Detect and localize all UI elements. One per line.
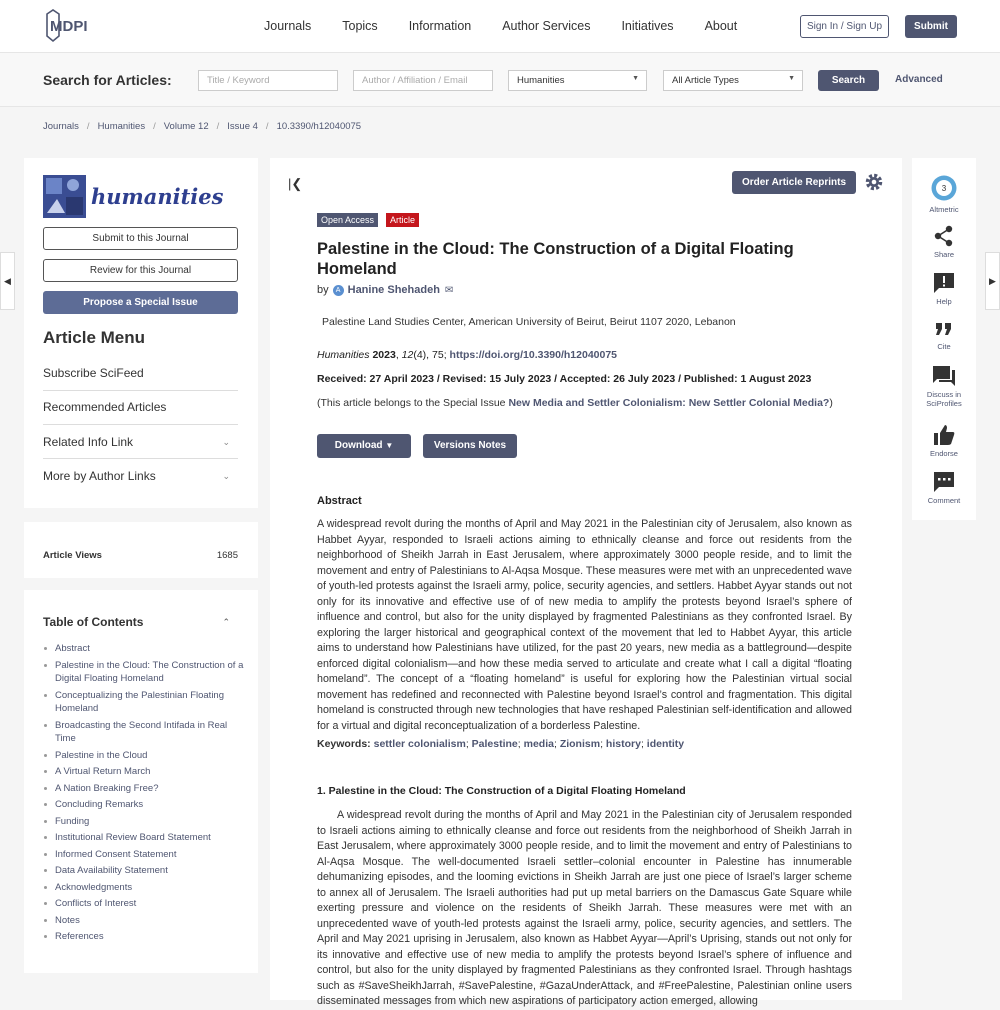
by-label: by: [317, 284, 329, 296]
cite-volume: 12: [401, 349, 414, 361]
quote-icon: [934, 321, 954, 339]
download-label: Download: [334, 440, 383, 451]
versions-notes-button[interactable]: Versions Notes: [423, 434, 517, 458]
review-for-journal-button[interactable]: Review for this Journal: [43, 259, 238, 282]
discuss-sciprofiles-button[interactable]: [912, 365, 976, 408]
toc-item[interactable]: References: [43, 930, 248, 944]
keyword-link[interactable]: Palestine: [471, 738, 518, 750]
toc-item[interactable]: Palestine in the Cloud: [43, 749, 248, 763]
toc-item[interactable]: Informed Consent Statement: [43, 848, 248, 862]
keyword-link[interactable]: settler colonialism: [373, 738, 466, 750]
chevron-down-icon: ⌄: [222, 437, 230, 447]
article-type-badge: Article: [386, 213, 419, 227]
discuss-icon: [932, 365, 956, 387]
humanities-logo-image: [43, 175, 86, 218]
toc-item[interactable]: Data Availability Statement: [43, 864, 248, 878]
article-type-select-value: All Article Types: [672, 75, 739, 86]
toc-item[interactable]: Acknowledgments: [43, 881, 248, 895]
article-views-label: Article Views: [43, 550, 102, 561]
toc-item[interactable]: Broadcasting the Second Intifada in Real Time: [43, 719, 248, 746]
menu-item-label: Related Info Link: [43, 435, 134, 449]
toc-item[interactable]: Concluding Remarks: [43, 798, 248, 812]
download-button[interactable]: [317, 434, 411, 458]
journal-select[interactable]: [508, 70, 647, 91]
toc-item[interactable]: Abstract: [43, 642, 248, 656]
doi-link[interactable]: https://doi.org/10.3390/h12040075: [449, 349, 618, 361]
submit-button[interactable]: Submit: [905, 15, 957, 38]
search-button[interactable]: Search: [818, 70, 879, 91]
keyword-link[interactable]: identity: [646, 738, 685, 750]
left-panel-toggle-icon[interactable]: ◀: [0, 252, 15, 310]
menu-recommended-articles[interactable]: [43, 400, 238, 414]
menu-related-info-link[interactable]: [43, 435, 238, 449]
divider: [43, 390, 238, 391]
author-profile-icon[interactable]: A: [333, 285, 344, 296]
special-issue-note: [317, 396, 837, 411]
cite-journal: Humanities: [317, 349, 370, 361]
journal-select-value: Humanities: [517, 75, 565, 86]
keywords-line: Keywords: settler colonialism; Palestine; media; Zionism; history; identity: [317, 738, 685, 750]
special-issue-suffix: ): [829, 397, 833, 409]
search-label: Search for Articles:: [43, 72, 172, 88]
nav-about[interactable]: About: [704, 19, 738, 33]
journal-sidebar-card: [24, 158, 258, 508]
top-navigation-bar: [0, 0, 1000, 53]
propose-special-issue-button[interactable]: Propose a Special Issue: [43, 291, 238, 314]
toc-item[interactable]: Institutional Review Board Statement: [43, 831, 248, 845]
gear-icon[interactable]: [864, 172, 884, 192]
toc-title: Table of Contents: [43, 615, 144, 629]
article-views-count: 1685: [216, 550, 238, 561]
toc-item[interactable]: A Nation Breaking Free?: [43, 782, 248, 796]
advanced-search-link[interactable]: Advanced: [895, 74, 943, 85]
breadcrumb: Journals / Humanities / Volume 12 / Issue 4 / 10.3390/h12040075: [43, 121, 362, 132]
author-line: [317, 284, 453, 296]
breadcrumb-journals[interactable]: Journals: [43, 121, 79, 132]
breadcrumb-humanities[interactable]: Humanities: [97, 121, 146, 132]
endorse-label: Endorse: [930, 449, 958, 458]
toc-list: [43, 642, 248, 947]
nav-initiatives[interactable]: Initiatives: [621, 19, 674, 33]
publication-dates: Received: 27 April 2023 / Revised: 15 July 2023 / Accepted: 26 July 2023 / Published: 1 August 2023: [317, 373, 812, 385]
main-nav: [264, 19, 768, 33]
thumbs-up-icon: [933, 424, 955, 446]
article-title: Palestine in the Cloud: The Construction of a Digital Floating Homeland: [317, 240, 794, 278]
help-label: Help: [936, 297, 952, 306]
author-affiliation-input[interactable]: Author / Affiliation / Email: [353, 70, 493, 91]
menu-item-label: More by Author Links: [43, 469, 156, 483]
nav-information[interactable]: Information: [408, 19, 472, 33]
article-search-bar: [0, 53, 1000, 107]
dropdown-arrow-icon: ▼: [632, 75, 639, 82]
altmetric-widget[interactable]: [912, 174, 976, 214]
help-icon: [933, 272, 955, 294]
table-of-contents-card: [24, 590, 258, 973]
altmetric-icon: [930, 174, 958, 202]
dropdown-arrow-icon: ▼: [788, 75, 795, 82]
submit-to-journal-button[interactable]: Submit to this Journal: [43, 227, 238, 250]
section-1-text: A widespread revolt during the months of April and May 2021 in the Palestinian city of Jerusalem responded to Israeli actions aiming to ethnically cleanse and force out residents from the neighborhood of Sheikh Jarrah in East Jerusalem, where approximately 3000 people reside, and to limit the movement and entry of Palestinians to Al-Aqsa Mosque. The well-documented Israeli settler–colonial encounter in Palestine has innumerable dehumanizing episodes, and the looming evictions in Sheikh Jarrah are just one piece of Israel’s larger scheme to annex all of Jerusalem. The Israeli authorities had put up metal barriers on the Damascus Gate Square while exerting pressure and violence on the residents of Sheikh Jarrah. These measures were met with an unprecedented wave of youth-led protests against the Israeli army, police, security agencies, and settlers. The April and May 2021 uprising in Jerusalem, also known as Habbet Ayyar—April’s Uprising, stands out not only for its innovative and effective use of new media to amplify the protests beyond Israel’s sphere of influence and control, but also for the unity displayed by fragmented Palestinians as they confronted Israel. Through hashtags such as #SaveSheikhJarrah, #SavePalestine, #GazaUnderAttack, and #FreePalestine, Palestinian online users disseminated messages from which new aspirations of participatory action emerged, allowing: [317, 809, 852, 1007]
chevron-down-icon: ▼: [385, 441, 394, 450]
author-affiliation: Palestine Land Studies Center, American University of Beirut, Beirut 1107 2020, Lebanon: [322, 316, 736, 328]
humanities-journal-logo[interactable]: [43, 174, 223, 218]
order-reprints-button[interactable]: Order Article Reprints: [732, 171, 856, 194]
menu-item-label: Subscribe SciFeed: [43, 366, 144, 380]
share-icon: [934, 225, 954, 247]
cite-button[interactable]: [912, 321, 976, 351]
breadcrumb-doi[interactable]: 10.3390/h12040075: [276, 121, 362, 132]
toc-item[interactable]: Notes: [43, 914, 248, 928]
divider: [43, 424, 238, 425]
nav-author-services[interactable]: Author Services: [502, 19, 591, 33]
altmetric-score: 3: [941, 184, 947, 193]
abstract-text: A widespread revolt during the months of April and May 2021 in the Palestinian city of Jerusalem, also known as Habbet Ayyar, responded to Israeli actions aiming to ethnically cleanse and force out residents from the neighborhood of Sheikh Jarrah in East Jerusalem, where approximately 3000 people reside, and to limit the movement and entry of Palestinians to Al-Aqsa Mosque. These measures were met with an unprecedented wave of youth-led protests against the Israeli army, police, security agencies, and settlers. Habbet Ayyar stands out not only for its innovative and effective use of of new media to amplify the protests beyond Israel’s sphere of influence and control, but also for the unity displayed by fragmented Palestinians as they confronted Israel. By exploring the larger historical and geographical context of the movement that led to Habbet Ayyar, this article aims to understand how Palestinians have utilized, for the past 20 years, new media as a battleground—despite enforced digital colonialism—and how these media served to articulate and create what I call a digital “floating homeland”. The concept of a “floating homeland” is useful for exploring how the Palestinian virtual social movement has redefined and reconnected with Palestine beyond Israel’s control and fragmentation. This digital homeland is constructed through new technologies that have reshaped Palestinian self-identification and allowed for a virtual and digital reconceptualization of a borderless Palestine.: [317, 518, 852, 732]
toc-item[interactable]: Palestine in the Cloud: The Construction of a Digital Floating Homeland: [43, 659, 248, 686]
divider: [43, 458, 238, 459]
cite-issue-pages: (4), 75;: [413, 349, 447, 361]
title-keyword-input[interactable]: Title / Keyword: [198, 70, 338, 91]
endorse-button[interactable]: [912, 424, 976, 458]
toc-item[interactable]: Conceptualizing the Palestinian Floating Homeland: [43, 689, 248, 716]
menu-more-by-author[interactable]: [43, 469, 238, 483]
right-tool-rail: [912, 158, 976, 520]
special-issue-link[interactable]: New Media and Settler Colonialism: New Settler Colonial Media?: [508, 397, 830, 409]
special-issue-prefix: (This article belongs to the Special Issue: [317, 397, 506, 409]
keyword-link[interactable]: Zionism: [559, 738, 601, 750]
keyword-link[interactable]: media: [523, 738, 554, 750]
cite-label: Cite: [937, 342, 951, 351]
article-main: [270, 158, 902, 1007]
toc-item[interactable]: Funding: [43, 815, 248, 829]
collapse-sidebar-icon[interactable]: |❮: [288, 176, 303, 191]
abstract-heading: Abstract: [317, 495, 362, 507]
mdpi-logo[interactable]: [43, 10, 95, 42]
chevron-up-icon[interactable]: ⌃: [222, 617, 230, 627]
open-access-badge: Open Access: [317, 213, 378, 227]
article-type-select[interactable]: [663, 70, 803, 91]
citation-line: Humanities 2023, 12(4), 75; https://doi.org/10.3390/h12040075: [317, 349, 618, 361]
menu-subscribe-scifeed[interactable]: [43, 366, 238, 380]
keywords-label: Keywords:: [317, 738, 371, 750]
sign-in-button[interactable]: Sign In / Sign Up: [800, 15, 889, 38]
breadcrumb-volume[interactable]: Volume 12: [163, 121, 209, 132]
journal-name: humanities: [91, 183, 224, 209]
right-panel-toggle-icon[interactable]: ▶: [985, 252, 1000, 310]
mdpi-logo-text: MDPI: [50, 18, 88, 35]
share-button[interactable]: [912, 225, 976, 259]
chevron-down-icon: ⌄: [222, 471, 230, 481]
article-menu-title: Article Menu: [43, 328, 146, 347]
help-button[interactable]: [912, 272, 976, 306]
breadcrumb-issue[interactable]: Issue 4: [227, 121, 258, 132]
author-name-link[interactable]: Hanine Shehadeh: [347, 284, 440, 296]
keyword-link[interactable]: history: [605, 738, 641, 750]
article-views-card: [24, 522, 258, 578]
nav-journals[interactable]: Journals: [264, 19, 312, 33]
section-1-heading: 1. Palestine in the Cloud: The Construction of a Digital Floating Homeland: [317, 785, 686, 797]
share-label: Share: [933, 250, 954, 259]
cite-year: 2023: [372, 349, 396, 361]
discuss-label: Discuss in SciProfiles: [926, 390, 962, 408]
comment-button[interactable]: [912, 471, 976, 505]
altmetric-label: Altmetric: [929, 205, 959, 214]
nav-topics[interactable]: Topics: [342, 19, 378, 33]
toc-item[interactable]: A Virtual Return March: [43, 765, 248, 779]
comment-label: Comment: [927, 496, 961, 505]
comment-icon: [933, 471, 955, 493]
menu-item-label: Recommended Articles: [43, 400, 167, 414]
email-icon[interactable]: ✉: [444, 284, 454, 296]
toc-item[interactable]: Conflicts of Interest: [43, 897, 248, 911]
